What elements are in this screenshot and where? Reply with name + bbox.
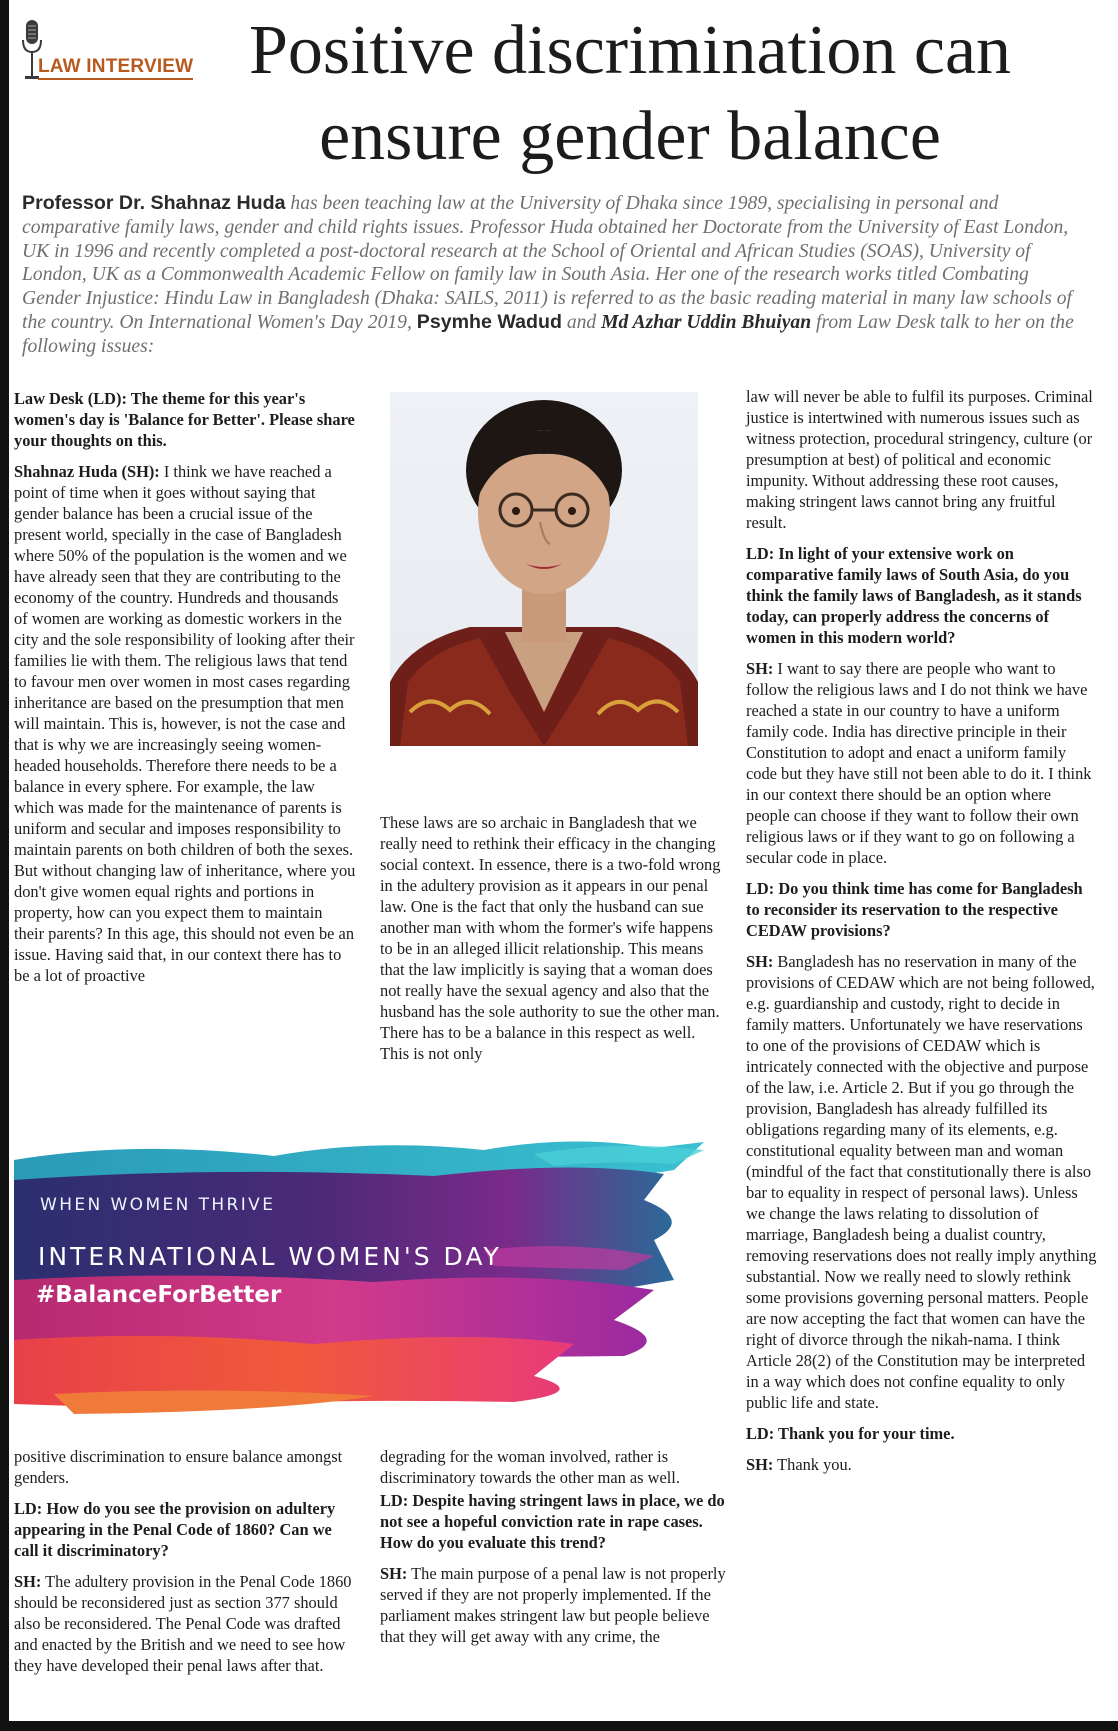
column-2-continuation: degrading for the woman involved, rather is discriminatory towards the other man as well. [380, 1447, 680, 1487]
question-6: LD: Thank you for your time. [746, 1424, 955, 1443]
answer-1-text: I think we have reached a point of time when it goes without saying that gender balance has been a crucial issue of the present world, specially in the case of Bangladesh where 50% of the population is the women and we have already seen that they are contributing to the economy of the country. Hundreds and thousands of women are working as domestic workers in the city and the sole responsibility of looking after their families lie with them. The religious laws that tend to favour men over women in most cases regarding inheritance are based on the presumption that men will maintain. This is, however, is not the case and that is why we are increasingly seeing women-headed households. Therefore there needs to be a balance in every sphere. For example, the law which was made for the maintenance of parents is uniform and secular and imposes responsibility to maintain parents on both children of both the sexes. But without changing law of inheritance, where you don't give women equal rights and portions in property, how can you expect them to maintain their parents? In this age, this should not even be an issue. Having said that, in our context there has to be a lot of proactive [14, 462, 356, 985]
column-1-continuation: positive discrimination to ensure balance amongst genders. [14, 1447, 343, 1487]
answer-5-text: Bangladesh has no reservation in many of the provisions of CEDAW which are not being followed, e.g. guardianship and custody, right to decide in family matters. Unfortunately we have reservations to one of the provisions of CEDAW which is intricately connected with the objective and purpose of the law, i.e. Article 2. But if you go through the provision, Bangladesh has already fulfilled its obligations regarding many of its elements, e.g. constitutional equality between man and woman (mindful of the fact that constitutionally there is also bar to equality in respect of personal laws). Unless we change the laws relating to dissolution of marriage, Bangladesh being a dualist country, removing reservations does not really imply anything substantial. Now we really need to slowly rethink some provisions governing personal matters. People are now accepting the fact that women can have the right of divorce through the nikah-nama. I think Article 28(2) of the Constitution may be interpreted in a way which does not confine equality to only public life and state. [746, 952, 1097, 1412]
column-3 [746, 386, 1098, 1485]
page-edge-bottom [0, 1721, 1118, 1731]
column-3-continuation: law will never be able to fulfil its purposes. Criminal justice is intertwined with numerous issues such as witness protection, procedural stringency, culture (or presumption at best) of political and economic impunity. Without addressing these root causes, making stringent laws cannot bring any fruitful result. [746, 387, 1093, 532]
answer-6-label: SH: [746, 1455, 774, 1474]
column-2-middle-text: These laws are so archaic in Bangladesh that we really need to rethink their efficacy in the changing social context. In essence, there is a two-fold wrong in the adultery provision as it appears in our penal law. One is the fact that only the husband can sue another man with whom the former's wife happens to be in an alleged illicit relationship. This means that the law implicitly is saying that a woman does not really have the sexual agency and also that the husband has the sole authority to sue the other man. There has to be a balance in this respect as well. This is not only [380, 813, 721, 1063]
section-label: LAW INTERVIEW [38, 56, 193, 80]
answer-2-label: SH: [14, 1572, 42, 1591]
section-tag [20, 16, 200, 86]
intro-paragraph [22, 192, 1084, 359]
answer-4-label: SH: [746, 659, 774, 678]
answer-4 [746, 658, 1098, 868]
banner-title: INTERNATIONAL WOMEN'S DAY [38, 1242, 502, 1271]
answer-1-label: Shahnaz Huda (SH): [14, 462, 160, 481]
answer-6 [746, 1454, 1098, 1475]
question-3: LD: Despite having stringent laws in place, we do not see a hopeful conviction rate in rape cases. How do you evaluate this trend? [380, 1491, 725, 1552]
answer-2 [14, 1571, 356, 1676]
intro-interviewer-1: Psymhe Wadud [416, 310, 562, 333]
column-1-top [14, 388, 356, 996]
answer-5 [746, 951, 1098, 1413]
answer-5-label: SH: [746, 952, 774, 971]
answer-3 [380, 1563, 726, 1647]
banner-kicker: WHEN WOMEN THRIVE [40, 1195, 276, 1215]
answer-4-text: I want to say there are people who want to follow the religious laws and I do not think we have reached a state in our country to have a uniform family code. India has directive principle in their Constitution to adopt and enact a uniform family code but they have still not been able to do it. I think in our context there should be an option where people can choose if they want to follow their own religious laws or if they want to go on following a secular code in place. [746, 659, 1092, 867]
intro-text-2: and [561, 311, 602, 333]
answer-6-text: Thank you. [773, 1455, 852, 1474]
answer-1 [14, 461, 356, 986]
headline: Positive discrimination can ensure gender balance [248, 12, 1012, 175]
answer-3-label: SH: [380, 1564, 408, 1583]
question-4: LD: In light of your extensive work on comparative family laws of South Asia, do you think the family laws of Bangladesh, as it stands today, can properly address the concerns of women in this modern world? [746, 544, 1082, 647]
column-2-bottom [380, 1446, 726, 1657]
question-5: LD: Do you think time has come for Bangladesh to reconsider its reservation to the respective CEDAW provisions? [746, 879, 1083, 940]
question-2: LD: How do you see the provision on adultery appearing in the Penal Code of 1860? Can we call it discriminatory? [14, 1499, 336, 1560]
answer-3-text: The main purpose of a penal law is not properly served if they are not properly implemented. If the parliament makes stringent law but people believe that they will get away with any crime, the [380, 1564, 726, 1646]
intro-text-1: has been teaching law at the University of Dhaka since 1989, specialising in personal and comparative family laws, gender and child rights issues. Professor Huda obtained her Doctorate from the University of East London, UK in 1996 and recently completed a post-doctoral research at the School of Oriental and African Studies (SOAS), University of London, UK as a Commonwealth Academic Fellow on family law in South Asia. Her one of the research works titled Combating Gender Injustice: Hindu Law in Bangladesh (Dhaka: SAILS, 2011) is referred to as the basic reading material in many law schools of the country. On International Women's Day 2019, [22, 193, 1072, 333]
intro-interviewer-2: Md Azhar Uddin Bhuiyan [601, 311, 812, 333]
answer-2-text: The adultery provision in the Penal Code 1860 should be reconsidered just as section 377 should also be reconsidered. The Penal Code was drafted and enacted by the British and we need to see how they have developed their penal laws after that. [14, 1572, 352, 1675]
intro-name: Professor Dr. Shahnaz Huda [22, 192, 286, 214]
womens-day-banner [14, 1130, 714, 1420]
page-edge-left [0, 0, 9, 1731]
portrait-illustration [390, 392, 698, 746]
banner-hashtag: #BalanceForBetter [36, 1282, 282, 1308]
column-2-middle [380, 812, 726, 1074]
question-1: Law Desk (LD): The theme for this year's women's day is 'Balance for Better'. Please share your thoughts on this. [14, 389, 355, 450]
column-1-bottom [14, 1446, 356, 1686]
portrait-photo [390, 392, 698, 746]
intro-text-3: from Law Desk talk to her on the following issues: [22, 311, 1074, 357]
